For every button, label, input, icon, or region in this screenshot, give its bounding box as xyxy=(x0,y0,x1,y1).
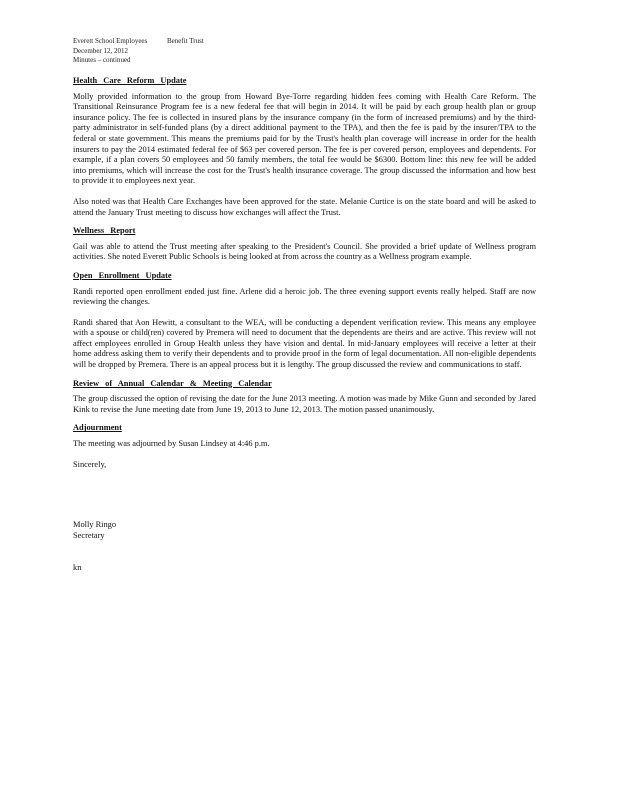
section-heading-open-enrollment: Open Enrollment Update xyxy=(73,270,172,280)
header-organization: Everett School Employees xyxy=(73,37,148,45)
header-continued: Minutes – continued xyxy=(73,56,131,64)
section-heading-wellness: Wellness Report xyxy=(73,226,136,236)
document-header xyxy=(73,37,204,66)
header-date: December 12, 2012 xyxy=(73,46,129,55)
paragraph-wellness-report: Gail was able to attend the Trust meeting after speaking to the President's Council. She provided a brief update of Wellness program activities. She noted Everett Public Schools is being looked at from across the country as a Wellness program example. xyxy=(73,241,536,262)
section-heading-health-care-reform: Health Care Reform Update xyxy=(73,76,187,85)
section-heading-adjournment: Adjournment xyxy=(73,423,122,433)
typist-initials: kn xyxy=(73,563,82,573)
signer-name: Molly Ringo xyxy=(73,520,117,530)
section-heading-calendar-review: Review of Annual Calendar & Meeting Calendar xyxy=(73,378,272,388)
header-organization-suffix: Benefit Trust xyxy=(167,37,204,45)
minutes-body xyxy=(73,76,536,574)
paragraph-open-enrollment: Randi reported open enrollment ended just fine. Arlene did a heroic job. The three evening support events really helped. Staff are now reviewing the changes. xyxy=(73,286,536,307)
paragraph-adjournment: The meeting was adjourned by Susan Lindsey at 4:46 p.m. xyxy=(73,439,270,449)
closing-sincerely: Sincerely, xyxy=(73,459,107,469)
paragraph-health-care-exchanges: Also noted was that Health Care Exchanges have been approved for the state. Melanie Curtice is on the state board and will be asked to attend the January Trust meeting to discuss how exchanges will affect the Trust. xyxy=(73,196,536,217)
signer-title: Secretary xyxy=(73,530,105,540)
paragraph-dependent-verification: Randi shared that Aon Hewitt, a consultant to the WEA, will be conducting a dependent verification review. This means any employee with a spouse or child(ren) covered by Premera will need to document that the dependents are theirs and are active. This review will not affect employees enrolled in Group Health unless they have vision and dental. In mid-January employees will receive a letter at their home address asking them to verify their dependents and to provide proof in the form of legal documentation. All non-eligible dependents will be dropped by Premera. There is an appeal process but it is lengthy. The group discussed the review and communications to staff. xyxy=(73,317,536,370)
paragraph-calendar-review: The group discussed the option of revising the date for the June 2013 meeting. A motion was made by Mike Gunn and seconded by Jared Kink to revise the June meeting date from June 19, 2013 to June 12, 2013. The motion passed unanimously. xyxy=(73,394,536,414)
paragraph-health-care-reform-fees: Molly provided information to the group from Howard Bye-Torre regarding hidden fees coming with Health Care Reform. The Transitional Reinsurance Program fee is a new federal fee that will begin in 2014. It will be paid by each group health plan or group insurance policy. The fee is collected in insured plans by the insurance company (in the form of increased premiums) and by the third-party administrator in self-funded plans (by a direct additional payment to the TPA), and then the fee is paid by the insurer/TPA to the federal or state government. This means the premiums paid for by the Trust's health plan coverage will increase in order for the health insurers to pay the 2014 estimated federal fee of $63 per covered person. The fee is per covered person, employees and dependents. For example, if a plan covers 50 employees and 50 family members, the total fee would be $6300. Bottom line: this new fee will be added into premiums, which will increase the cost for the Trust's health insurance coverage. The group discussed the information and how best to provide it to employees next year. xyxy=(73,91,536,186)
